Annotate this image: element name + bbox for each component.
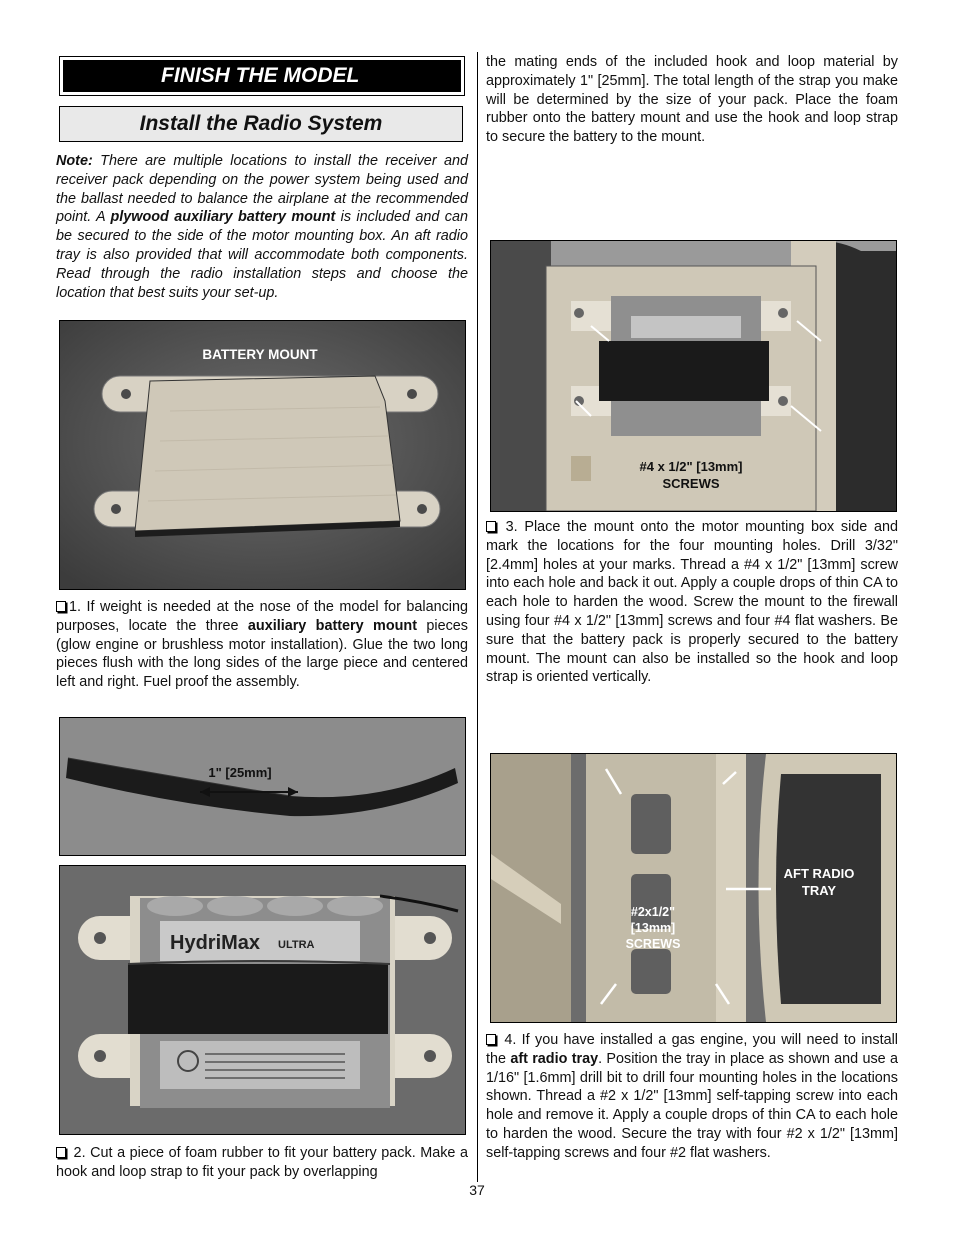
step-1-checkbox[interactable] (56, 601, 66, 612)
note-bold: plywood auxiliary battery mount (110, 209, 336, 226)
step-4-checkbox[interactable] (486, 1034, 496, 1045)
battery-pack-photo (59, 865, 466, 1135)
column-divider (477, 52, 478, 1182)
battery-brand: HydriMax (170, 932, 261, 954)
screws-label-line2: SCREWS (662, 476, 720, 491)
step-3-checkbox[interactable] (486, 521, 496, 532)
section-header (59, 56, 465, 96)
tray-label-line1: AFT RADIO (783, 866, 855, 881)
step-4: 4. If you have installed a gas engine, you will need to install the aft radio tray. Position the tray in place as shown and use a 1/16" [1.6mm] drill bit to drill four mounting holes in the locations shown. Thread a #2 x 1/2" [13mm] self-tapping screw into each hole and remove it. Apply a couple drops of thin CA to each hole to harden the wood. Secure the tray with four #2 x 1/2" [13mm] self-tapping screws and four #2 flat washers. (486, 1032, 898, 1161)
strap-photo (59, 717, 466, 856)
section-title: FINISH THE MODEL (63, 60, 461, 92)
strap-label: 1" [25mm] (208, 765, 272, 780)
page-number: 37 (469, 1182, 485, 1198)
battery-mount-photo (59, 320, 466, 590)
tray-label-line2: TRAY (801, 883, 837, 898)
subsection-title: Install the Radio System (59, 106, 463, 142)
battery-brand-suffix: ULTRA (278, 939, 315, 951)
note-text: There are multiple locations to install the receiver and receiver pack depending on the power system being used and the ballast needed to balance the airplane at the recommended point. A (56, 153, 468, 226)
note-label: Note: (56, 153, 93, 169)
tray-screws-line3: SCREWS (625, 937, 681, 951)
step-1: 1. If weight is needed at the nose of the model for balancing purposes, locate the three auxiliary battery mount pieces (glow engine or brushless motor installation). Glue the two long pieces flush with the long sides of the large piece and centered left and right. Fuel proof the assembly. (56, 599, 468, 691)
step-3: 3. Place the mount onto the motor mounting box side and mark the locations for the four mounting holes. Drill 3/32" [2.4mm] holes at your marks. Thread a #4 x 1/2" [13mm] screw into each hole and back it out. Apply a couple drops of thin CA to each hole to harden the wood. Screw the mount to the firewall using four #4 x 1/2" [13mm] screws and four #4 flat washers. Be sure that the battery pack is properly secured to the battery mount. The mount can also be installed so the hook and loop strap is oriented vertically. (486, 519, 898, 686)
note-paragraph (56, 152, 468, 302)
battery-mount-label: BATTERY MOUNT (202, 347, 318, 362)
tray-screws-line2: [13mm] (630, 921, 676, 935)
step-2: 2. Cut a piece of foam rubber to fit your battery pack. Make a hook and loop strap to fit your pack by overlapping (56, 1145, 468, 1180)
screws-label-line1: #4 x 1/2" [13mm] (639, 459, 743, 474)
aft-radio-tray-photo (490, 753, 897, 1023)
battery-installed-photo (490, 240, 897, 512)
step-2-checkbox[interactable] (56, 1147, 66, 1158)
note-text-end: is included and can be secured to the side of the motor mounting box. An aft radio tray is also provided that will accommodate both components. Read through the radio installation steps and choose the location that best suits your set-up. (56, 209, 468, 301)
step-2-continued: the mating ends of the included hook and loop material by approximately 1" [25mm]. The total length of the strap you make will be determined by the size of your pack. Place the foam rubber onto the battery mount and use the hook and loop strap to secure the battery to the mount. (486, 54, 898, 146)
tray-screws-line1: #2x1/2" (630, 905, 676, 919)
